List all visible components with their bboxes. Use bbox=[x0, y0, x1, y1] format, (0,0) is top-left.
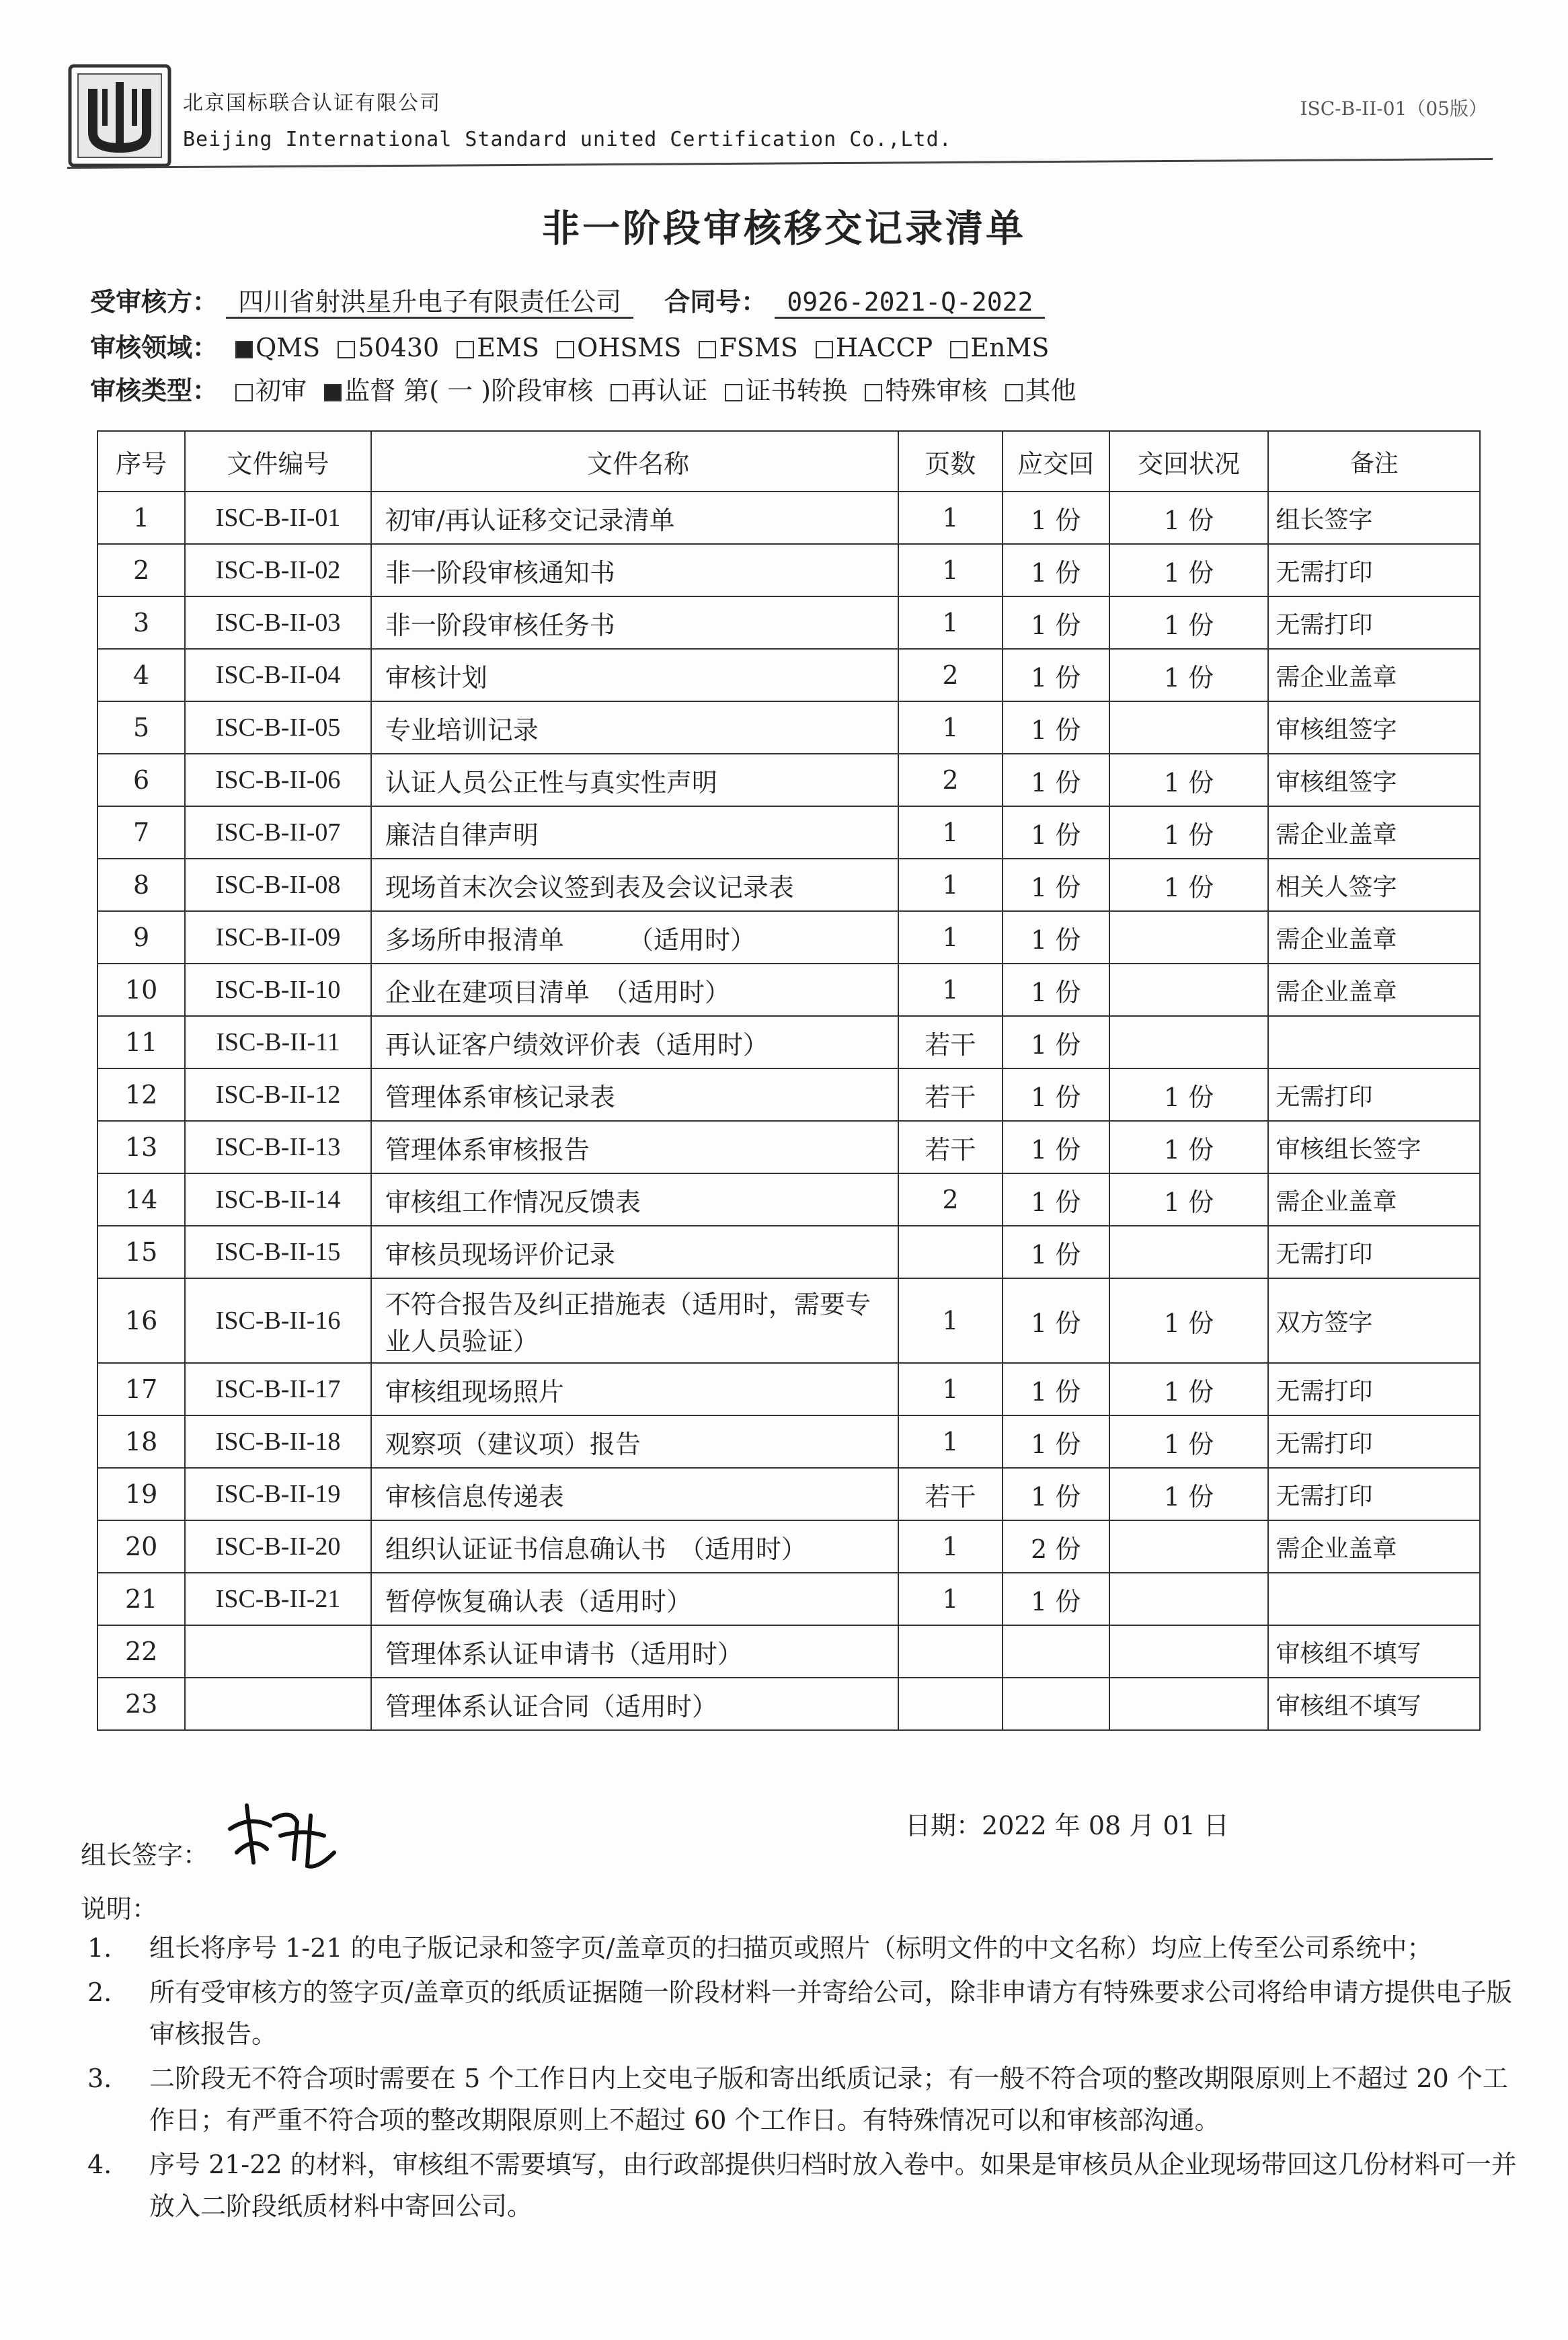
cell-no: 7 bbox=[97, 806, 185, 859]
cell-no: 21 bbox=[97, 1573, 185, 1625]
cell-code: ISC-B-II-16 bbox=[185, 1278, 371, 1363]
cell-code bbox=[185, 1625, 371, 1678]
cell-pages: 1 bbox=[898, 1520, 1002, 1573]
header-pages: 页数 bbox=[898, 431, 1002, 492]
cell-pages: 1 bbox=[898, 492, 1002, 544]
table-row bbox=[97, 649, 1480, 701]
cell-pages: 若干 bbox=[898, 1121, 1002, 1173]
cell-no: 9 bbox=[97, 911, 185, 964]
cell-code: ISC-B-II-17 bbox=[185, 1363, 371, 1415]
cell-no: 6 bbox=[97, 754, 185, 806]
audit-type-line bbox=[90, 370, 1076, 407]
checkbox-icon bbox=[235, 341, 253, 358]
cell-note: 审核组长签字 bbox=[1268, 1121, 1480, 1173]
cell-due: 1 份 bbox=[1003, 1415, 1109, 1468]
cell-returned: 1 份 bbox=[1109, 1173, 1269, 1226]
cell-returned bbox=[1109, 1016, 1269, 1068]
cell-name: 暂停恢复确认表（适用时） bbox=[371, 1573, 898, 1625]
cell-due: 1 份 bbox=[1003, 911, 1109, 964]
table-row bbox=[97, 1468, 1480, 1520]
cell-returned: 1 份 bbox=[1109, 859, 1269, 911]
cell-pages: 1 bbox=[898, 1573, 1002, 1625]
cell-name: 观察项（建议项）报告 bbox=[371, 1415, 898, 1468]
cell-pages: 1 bbox=[898, 859, 1002, 911]
checkbox-icon bbox=[725, 384, 742, 401]
cell-returned: 1 份 bbox=[1109, 544, 1269, 596]
cell-code: ISC-B-II-10 bbox=[185, 964, 371, 1016]
cell-code: ISC-B-II-21 bbox=[185, 1573, 371, 1625]
cell-name: 审核组现场照片 bbox=[371, 1363, 898, 1415]
cell-due: 2 份 bbox=[1003, 1520, 1109, 1573]
cell-code: ISC-B-II-06 bbox=[185, 754, 371, 806]
cell-no: 5 bbox=[97, 701, 185, 754]
cell-due: 1 份 bbox=[1003, 701, 1109, 754]
notes-list bbox=[81, 1927, 1526, 2230]
cell-name: 廉洁自律声明 bbox=[371, 806, 898, 859]
cell-pages: 若干 bbox=[898, 1468, 1002, 1520]
date-label: 日期： bbox=[905, 1811, 982, 1840]
cell-name: 现场首末次会议签到表及会议记录表 bbox=[371, 859, 898, 911]
cell-due: 1 份 bbox=[1003, 859, 1109, 911]
note-text: 序号 21-22 的材料，审核组不需要填写，由行政部提供归档时放入卷中。如果是审核员从企业现场带回这几份材料可一并放入二阶段纸质材料中寄回公司。 bbox=[149, 2150, 1517, 2221]
note-item bbox=[81, 1927, 1526, 1969]
header-note: 备注 bbox=[1268, 431, 1480, 492]
cell-name: 审核员现场评价记录 bbox=[371, 1226, 898, 1278]
cell-code: ISC-B-II-02 bbox=[185, 544, 371, 596]
audit-field-line bbox=[90, 327, 1049, 364]
cell-code: ISC-B-II-14 bbox=[185, 1173, 371, 1226]
document-code: ISC-B-II-01（05版） bbox=[1300, 98, 1487, 120]
cell-returned: 1 份 bbox=[1109, 806, 1269, 859]
cell-returned bbox=[1109, 1226, 1269, 1278]
cell-note: 无需打印 bbox=[1268, 1468, 1480, 1520]
type-option-recertification[interactable]: 再认证 bbox=[601, 376, 707, 405]
cell-name: 审核计划 bbox=[371, 649, 898, 701]
cell-code bbox=[185, 1678, 371, 1730]
cell-note: 相关人签字 bbox=[1268, 859, 1480, 911]
cell-returned: 1 份 bbox=[1109, 754, 1269, 806]
cell-code: ISC-B-II-01 bbox=[185, 492, 371, 544]
cell-pages: 1 bbox=[898, 1278, 1002, 1363]
cell-no: 4 bbox=[97, 649, 185, 701]
cell-pages: 1 bbox=[898, 701, 1002, 754]
cell-no: 15 bbox=[97, 1226, 185, 1278]
cell-no: 23 bbox=[97, 1678, 185, 1730]
field-option-qms[interactable]: QMS bbox=[226, 333, 320, 362]
company-name-en: Beijing International Standard united Certification Co.,Ltd. bbox=[183, 128, 952, 151]
cell-code: ISC-B-II-12 bbox=[185, 1068, 371, 1121]
date-line bbox=[905, 1805, 1229, 1842]
cell-due: 1 份 bbox=[1003, 806, 1109, 859]
table-row bbox=[97, 1173, 1480, 1226]
cell-name: 初审/再认证移交记录清单 bbox=[371, 492, 898, 544]
cell-pages: 1 bbox=[898, 806, 1002, 859]
checkbox-icon bbox=[557, 341, 574, 358]
cell-note: 双方签字 bbox=[1268, 1278, 1480, 1363]
cell-due: 1 份 bbox=[1003, 1016, 1109, 1068]
cell-due: 1 份 bbox=[1003, 596, 1109, 649]
table-row bbox=[97, 1068, 1480, 1121]
audit-field-label: 审核领域： bbox=[90, 333, 219, 362]
table-row bbox=[97, 859, 1480, 911]
table-row bbox=[97, 754, 1480, 806]
cell-pages: 若干 bbox=[898, 1068, 1002, 1121]
cell-note: 无需打印 bbox=[1268, 1226, 1480, 1278]
cell-name: 组织认证证书信息确认书 （适用时） bbox=[371, 1520, 898, 1573]
cell-returned: 1 份 bbox=[1109, 1121, 1269, 1173]
cell-name: 企业在建项目清单 （适用时） bbox=[371, 964, 898, 1016]
cell-no: 16 bbox=[97, 1278, 185, 1363]
table-row bbox=[97, 1016, 1480, 1068]
cell-no: 8 bbox=[97, 859, 185, 911]
cell-code: ISC-B-II-08 bbox=[185, 859, 371, 911]
cell-note bbox=[1268, 1016, 1480, 1068]
note-item bbox=[81, 2058, 1526, 2141]
cell-due: 1 份 bbox=[1003, 964, 1109, 1016]
cell-note: 无需打印 bbox=[1268, 1068, 1480, 1121]
header-due: 应交回 bbox=[1003, 431, 1109, 492]
cell-no: 22 bbox=[97, 1625, 185, 1678]
cell-returned: 1 份 bbox=[1109, 492, 1269, 544]
cell-note bbox=[1268, 1573, 1480, 1625]
table-row bbox=[97, 911, 1480, 964]
cell-name: 多场所申报清单 （适用时） bbox=[371, 911, 898, 964]
cell-returned: 1 份 bbox=[1109, 1415, 1269, 1468]
header-no: 序号 bbox=[97, 431, 185, 492]
cell-no: 20 bbox=[97, 1520, 185, 1573]
table-row bbox=[97, 806, 1480, 859]
header-returned: 交回状况 bbox=[1109, 431, 1269, 492]
leader-signature-label: 组长签字： bbox=[81, 1840, 209, 1870]
cell-due bbox=[1003, 1625, 1109, 1678]
auditee-label: 受审核方： bbox=[90, 287, 219, 317]
cell-code: ISC-B-II-04 bbox=[185, 649, 371, 701]
cell-no: 3 bbox=[97, 596, 185, 649]
note-item bbox=[81, 1972, 1526, 2055]
cell-name: 管理体系审核报告 bbox=[371, 1121, 898, 1173]
cell-name: 管理体系认证申请书（适用时） bbox=[371, 1625, 898, 1678]
cell-no: 19 bbox=[97, 1468, 185, 1520]
cell-name: 专业培训记录 bbox=[371, 701, 898, 754]
field-option-ohsms[interactable]: OHSMS bbox=[547, 333, 681, 362]
cell-name: 管理体系审核记录表 bbox=[371, 1068, 898, 1121]
cell-due: 1 份 bbox=[1003, 1226, 1109, 1278]
note-text: 所有受审核方的签字页/盖章页的纸质证据随一阶段材料一并寄给公司，除非申请方有特殊要求公司将给申请方提供电子版审核报告。 bbox=[149, 1978, 1512, 2049]
cell-name: 审核信息传递表 bbox=[371, 1468, 898, 1520]
type-option-initial[interactable]: 初审 bbox=[226, 376, 307, 405]
cell-returned bbox=[1109, 701, 1269, 754]
cell-no: 17 bbox=[97, 1363, 185, 1415]
table-row bbox=[97, 1226, 1480, 1278]
cell-code: ISC-B-II-07 bbox=[185, 806, 371, 859]
note-number: 1. bbox=[87, 1933, 112, 1963]
cell-due bbox=[1003, 1678, 1109, 1730]
table-row bbox=[97, 1573, 1480, 1625]
auditee-value: 四川省射洪星升电子有限责任公司 bbox=[226, 287, 633, 319]
type-option-transfer[interactable]: 证书转换 bbox=[715, 376, 847, 405]
cell-code: ISC-B-II-03 bbox=[185, 596, 371, 649]
cell-no: 18 bbox=[97, 1415, 185, 1468]
cell-code: ISC-B-II-18 bbox=[185, 1415, 371, 1468]
cell-returned bbox=[1109, 1625, 1269, 1678]
cell-returned bbox=[1109, 1520, 1269, 1573]
table-row bbox=[97, 544, 1480, 596]
cell-pages: 2 bbox=[898, 649, 1002, 701]
cell-returned: 1 份 bbox=[1109, 596, 1269, 649]
cell-note: 需企业盖章 bbox=[1268, 1173, 1480, 1226]
cell-due: 1 份 bbox=[1003, 1468, 1109, 1520]
cell-note: 无需打印 bbox=[1268, 596, 1480, 649]
cell-note: 需企业盖章 bbox=[1268, 1520, 1480, 1573]
field-option-fsms[interactable]: FSMS bbox=[689, 333, 797, 362]
cell-returned: 1 份 bbox=[1109, 1068, 1269, 1121]
cell-name: 不符合报告及纠正措施表（适用时，需要专业人员验证） bbox=[371, 1278, 898, 1363]
cell-returned: 1 份 bbox=[1109, 1468, 1269, 1520]
cell-due: 1 份 bbox=[1003, 1363, 1109, 1415]
cell-code: ISC-B-II-11 bbox=[185, 1016, 371, 1068]
table-row bbox=[97, 701, 1480, 754]
cell-note: 需企业盖章 bbox=[1268, 911, 1480, 964]
cell-returned: 1 份 bbox=[1109, 1363, 1269, 1415]
table-row bbox=[97, 1278, 1480, 1363]
transfer-record-table bbox=[97, 430, 1481, 1731]
checkbox-icon bbox=[699, 341, 716, 358]
cell-pages: 2 bbox=[898, 754, 1002, 806]
cell-no: 12 bbox=[97, 1068, 185, 1121]
note-item bbox=[81, 2144, 1526, 2227]
cell-name: 再认证客户绩效评价表（适用时） bbox=[371, 1016, 898, 1068]
cell-due: 1 份 bbox=[1003, 754, 1109, 806]
company-logo bbox=[66, 62, 173, 169]
cell-name: 管理体系认证合同（适用时） bbox=[371, 1678, 898, 1730]
table-header-row bbox=[97, 431, 1480, 492]
checkbox-icon bbox=[324, 384, 342, 401]
note-number: 3. bbox=[87, 2064, 112, 2093]
cell-note: 审核组不填写 bbox=[1268, 1625, 1480, 1678]
checkbox-icon bbox=[1005, 384, 1023, 401]
cell-name: 非一阶段审核任务书 bbox=[371, 596, 898, 649]
cell-due: 1 份 bbox=[1003, 1573, 1109, 1625]
cell-returned bbox=[1109, 1573, 1269, 1625]
checkbox-icon bbox=[865, 384, 882, 401]
cell-pages bbox=[898, 1625, 1002, 1678]
cell-returned bbox=[1109, 964, 1269, 1016]
field-option-enms[interactable]: EnMS bbox=[941, 333, 1049, 362]
cell-returned: 1 份 bbox=[1109, 649, 1269, 701]
cell-due: 1 份 bbox=[1003, 1278, 1109, 1363]
note-text: 二阶段无不符合项时需要在 5 个工作日内上交电子版和寄出纸质记录；有一般不符合项的整改期限原则上不超过 20 个工作日；有严重不符合项的整改期限原则上不超过 60 个工作日。有特殊情况可以和审核部沟通。 bbox=[149, 2064, 1508, 2135]
cell-no: 13 bbox=[97, 1121, 185, 1173]
cell-name: 非一阶段审核通知书 bbox=[371, 544, 898, 596]
table-row bbox=[97, 492, 1480, 544]
checkbox-icon bbox=[950, 341, 968, 358]
checkbox-icon bbox=[816, 341, 833, 358]
type-option-special[interactable]: 特殊审核 bbox=[855, 376, 987, 405]
page-title: 非一阶段审核移交记录清单 bbox=[542, 207, 1026, 251]
field-option-ems[interactable]: EMS bbox=[447, 333, 539, 362]
cell-code: ISC-B-II-05 bbox=[185, 701, 371, 754]
cell-due: 1 份 bbox=[1003, 1173, 1109, 1226]
cell-note: 无需打印 bbox=[1268, 544, 1480, 596]
cell-due: 1 份 bbox=[1003, 492, 1109, 544]
cell-note: 需企业盖章 bbox=[1268, 964, 1480, 1016]
table-row bbox=[97, 1363, 1480, 1415]
date-value: 2022 年 08 月 01 日 bbox=[982, 1811, 1229, 1840]
contract-label: 合同号： bbox=[664, 287, 767, 317]
cell-pages: 1 bbox=[898, 1363, 1002, 1415]
cell-pages: 1 bbox=[898, 596, 1002, 649]
cell-note: 无需打印 bbox=[1268, 1415, 1480, 1468]
cell-code: ISC-B-II-13 bbox=[185, 1121, 371, 1173]
header-name: 文件名称 bbox=[371, 431, 898, 492]
cell-note: 审核组签字 bbox=[1268, 754, 1480, 806]
cell-returned: 1 份 bbox=[1109, 1278, 1269, 1363]
cell-pages: 2 bbox=[898, 1173, 1002, 1226]
type-option-surveillance[interactable]: 监督 第( 一 )阶段审核 bbox=[315, 376, 593, 405]
cell-code: ISC-B-II-20 bbox=[185, 1520, 371, 1573]
header-divider bbox=[67, 158, 1493, 169]
cell-pages bbox=[898, 1678, 1002, 1730]
cell-note: 无需打印 bbox=[1268, 1363, 1480, 1415]
cell-name: 认证人员公正性与真实性声明 bbox=[371, 754, 898, 806]
cell-no: 10 bbox=[97, 964, 185, 1016]
note-number: 4. bbox=[87, 2150, 112, 2179]
cell-no: 2 bbox=[97, 544, 185, 596]
table-row bbox=[97, 964, 1480, 1016]
checkbox-icon bbox=[235, 384, 253, 401]
cell-returned bbox=[1109, 911, 1269, 964]
cell-note: 审核组不填写 bbox=[1268, 1678, 1480, 1730]
field-option-haccp[interactable]: HACCP bbox=[806, 333, 933, 362]
cell-code: ISC-B-II-19 bbox=[185, 1468, 371, 1520]
cell-name: 审核组工作情况反馈表 bbox=[371, 1173, 898, 1226]
table-row bbox=[97, 1121, 1480, 1173]
cell-note: 需企业盖章 bbox=[1268, 806, 1480, 859]
cell-due: 1 份 bbox=[1003, 649, 1109, 701]
note-number: 2. bbox=[87, 1978, 112, 2007]
cell-no: 14 bbox=[97, 1173, 185, 1226]
cell-no: 1 bbox=[97, 492, 185, 544]
cell-pages: 1 bbox=[898, 911, 1002, 964]
type-option-other[interactable]: 其他 bbox=[996, 376, 1076, 405]
cell-pages bbox=[898, 1226, 1002, 1278]
checkbox-icon bbox=[338, 341, 355, 358]
cell-pages: 若干 bbox=[898, 1016, 1002, 1068]
cell-due: 1 份 bbox=[1003, 1121, 1109, 1173]
contract-value: 0926-2021-Q-2022 bbox=[775, 287, 1045, 319]
table-row bbox=[97, 1625, 1480, 1678]
cell-due: 1 份 bbox=[1003, 1068, 1109, 1121]
handwritten-signature bbox=[217, 1789, 351, 1876]
cell-pages: 1 bbox=[898, 1415, 1002, 1468]
table-row bbox=[97, 596, 1480, 649]
checkbox-icon bbox=[457, 341, 474, 358]
cell-no: 11 bbox=[97, 1016, 185, 1068]
cell-code: ISC-B-II-15 bbox=[185, 1226, 371, 1278]
cell-returned bbox=[1109, 1678, 1269, 1730]
cell-due: 1 份 bbox=[1003, 544, 1109, 596]
table-body bbox=[97, 492, 1480, 1730]
field-option-50430[interactable]: 50430 bbox=[328, 333, 439, 362]
cell-note: 需企业盖章 bbox=[1268, 649, 1480, 701]
table-row bbox=[97, 1415, 1480, 1468]
cell-pages: 1 bbox=[898, 544, 1002, 596]
checkbox-icon bbox=[611, 384, 628, 401]
note-text: 组长将序号 1-21 的电子版记录和签字页/盖章页的扫描页或照片（标明文件的中文名称）均应上传至公司系统中； bbox=[149, 1933, 1433, 1963]
cell-code: ISC-B-II-09 bbox=[185, 911, 371, 964]
notes-title: 说明： bbox=[81, 1894, 158, 1924]
cell-note: 组长签字 bbox=[1268, 492, 1480, 544]
table-row bbox=[97, 1678, 1480, 1730]
company-name-cn: 北京国标联合认证有限公司 bbox=[183, 91, 441, 115]
table-row bbox=[97, 1520, 1480, 1573]
cell-pages: 1 bbox=[898, 964, 1002, 1016]
audit-type-label: 审核类型： bbox=[90, 376, 219, 405]
cell-note: 审核组签字 bbox=[1268, 701, 1480, 754]
auditee-line bbox=[90, 281, 1045, 318]
header-code: 文件编号 bbox=[185, 431, 371, 492]
